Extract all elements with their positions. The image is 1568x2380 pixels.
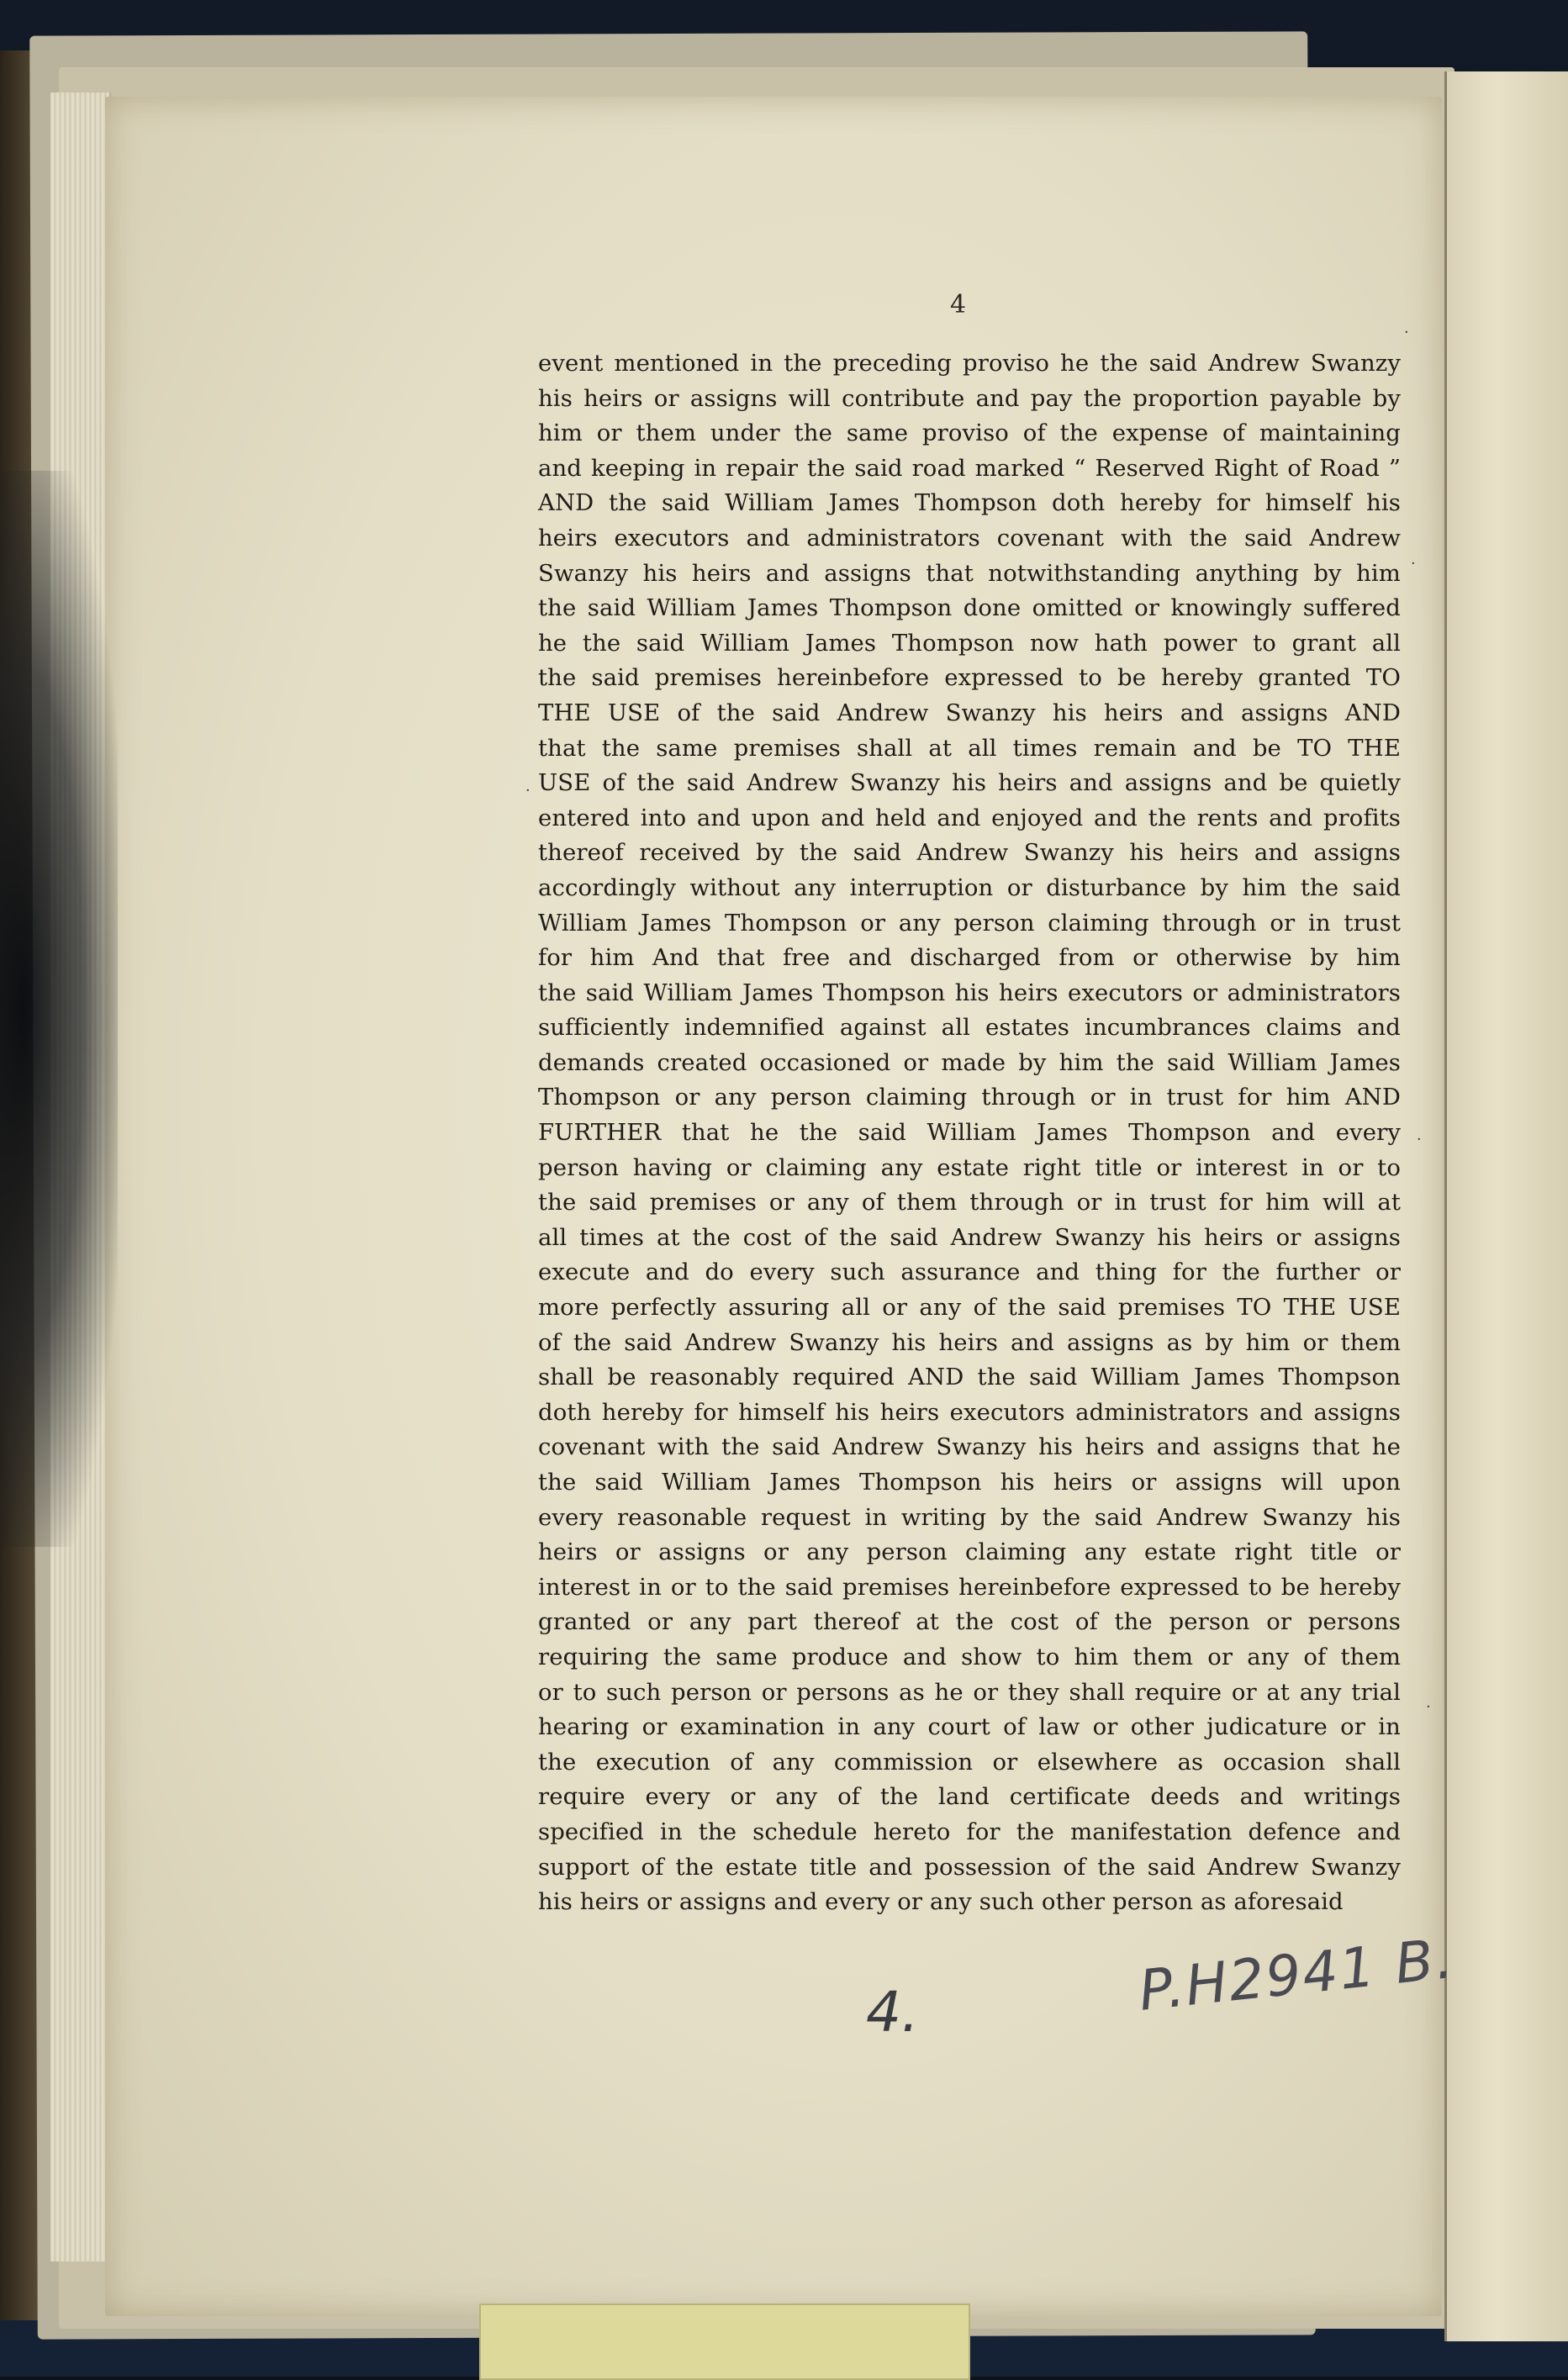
text-line: specified in the schedule hereto for the manifestation defence and: [538, 1818, 1401, 1845]
text-line: interest in or to the said premises hereinbefore expressed to be hereby: [538, 1573, 1401, 1601]
text-line: the said William James Thompson done omitted or knowingly suffered: [538, 594, 1401, 622]
text-line: USE of the said Andrew Swanzy his heirs and assigns and be quietly: [538, 769, 1401, 797]
text-line: heirs or assigns or any person claiming any estate right title or: [538, 1538, 1401, 1566]
text-line: Thompson or any person claiming through or in trust for him AND: [538, 1084, 1401, 1111]
text-line: require every or any of the land certificate deeds and writings: [538, 1783, 1401, 1811]
text-line: that the same premises shall at all times remain and be TO THE: [538, 734, 1401, 762]
text-line: THE USE of the said Andrew Swanzy his heirs and assigns AND: [538, 699, 1401, 726]
text-line: the said William James Thompson his heirs or assigns will upon: [538, 1469, 1401, 1496]
text-line: covenant with the said Andrew Swanzy his heirs and assigns that he: [538, 1433, 1401, 1461]
margin-tick: ·: [1411, 555, 1416, 573]
text-line: more perfectly assuring all or any of the said premises TO THE USE: [538, 1294, 1401, 1322]
deed-body-text: [538, 346, 1401, 1920]
text-line: AND the said William James Thompson doth hereby for himself his: [538, 489, 1401, 517]
text-line: every reasonable request in writing by the said Andrew Swanzy his: [538, 1503, 1401, 1531]
text-line: the said William James Thompson his heirs executors or administrators: [538, 979, 1401, 1006]
handwritten-folio: 4.: [866, 1980, 919, 2045]
text-line: or to such person or persons as he or they shall require or at any trial: [538, 1678, 1401, 1706]
text-line: thereof received by the said Andrew Swanzy his heirs and assigns: [538, 839, 1401, 867]
text-line: accordingly without any interruption or disturbance by him the said: [538, 873, 1401, 901]
text-line: hearing or examination in any court of law or other judicature or in: [538, 1713, 1401, 1741]
handwritten-reference: P.H2941 B.: [1135, 1925, 1458, 2024]
text-line: all times at the cost of the said Andrew Swanzy his heirs or assigns: [538, 1223, 1401, 1251]
text-line: for him And that free and discharged from or otherwise by him: [538, 944, 1401, 972]
text-line: shall be reasonably required AND the said William James Thompson: [538, 1364, 1401, 1391]
text-line: person having or claiming any estate right title or interest in or to: [538, 1153, 1401, 1181]
margin-tick: ·: [1426, 1698, 1431, 1716]
margin-tick: ·: [1417, 1131, 1422, 1148]
text-line: his heirs or assigns and every or any such other person as aforesaid: [538, 1888, 1344, 1916]
text-line: sufficiently indemnified against all estates incumbrances claims and: [538, 1014, 1401, 1042]
text-line: doth hereby for himself his heirs executors administrators and assigns: [538, 1398, 1401, 1426]
text-line: William James Thompson or any person claiming through or in trust: [538, 909, 1401, 937]
text-line: the said premises hereinbefore expressed to be hereby granted TO: [538, 664, 1401, 692]
text-line: of the said Andrew Swanzy his heirs and assigns as by him or them: [538, 1328, 1401, 1356]
text-line: requiring the same produce and show to him them or any of them: [538, 1643, 1401, 1670]
margin-tick: ·: [525, 782, 531, 799]
text-line: heirs executors and administrators covenant with the said Andrew: [538, 524, 1401, 551]
page-number: 4: [950, 290, 967, 319]
text-line: FURTHER that he the said William James Thompson and every: [538, 1119, 1401, 1147]
text-line: support of the estate title and possession of the said Andrew Swanzy: [538, 1853, 1401, 1881]
text-line: him or them under the same proviso of the expense of maintaining: [538, 420, 1401, 447]
facing-page-edge: [1444, 71, 1568, 2341]
text-line: the said premises or any of them through or in trust for him will at: [538, 1189, 1401, 1216]
text-line: and keeping in repair the said road marked “ Reserved Right of Road ”: [538, 454, 1401, 482]
text-line: entered into and upon and held and enjoyed and the rents and profits: [538, 804, 1401, 831]
text-line: granted or any part thereof at the cost of the person or persons: [538, 1608, 1401, 1636]
text-line: Swanzy his heirs and assigns that notwithstanding anything by him: [538, 559, 1401, 587]
text-line: the execution of any commission or elsewhere as occasion shall: [538, 1748, 1401, 1776]
dark-stain: [0, 471, 118, 1547]
text-line: execute and do every such assurance and thing for the further or: [538, 1259, 1401, 1286]
text-line: he the said William James Thompson now hath power to grant all: [538, 629, 1401, 657]
margin-tick: ·: [1404, 324, 1409, 341]
text-line: his heirs or assigns will contribute and pay the proportion payable by: [538, 384, 1401, 412]
text-line: demands created occasioned or made by him the said William James: [538, 1048, 1401, 1076]
text-line: event mentioned in the preceding proviso he the said Andrew Swanzy: [538, 350, 1401, 377]
yellow-tab: [479, 2303, 970, 2380]
